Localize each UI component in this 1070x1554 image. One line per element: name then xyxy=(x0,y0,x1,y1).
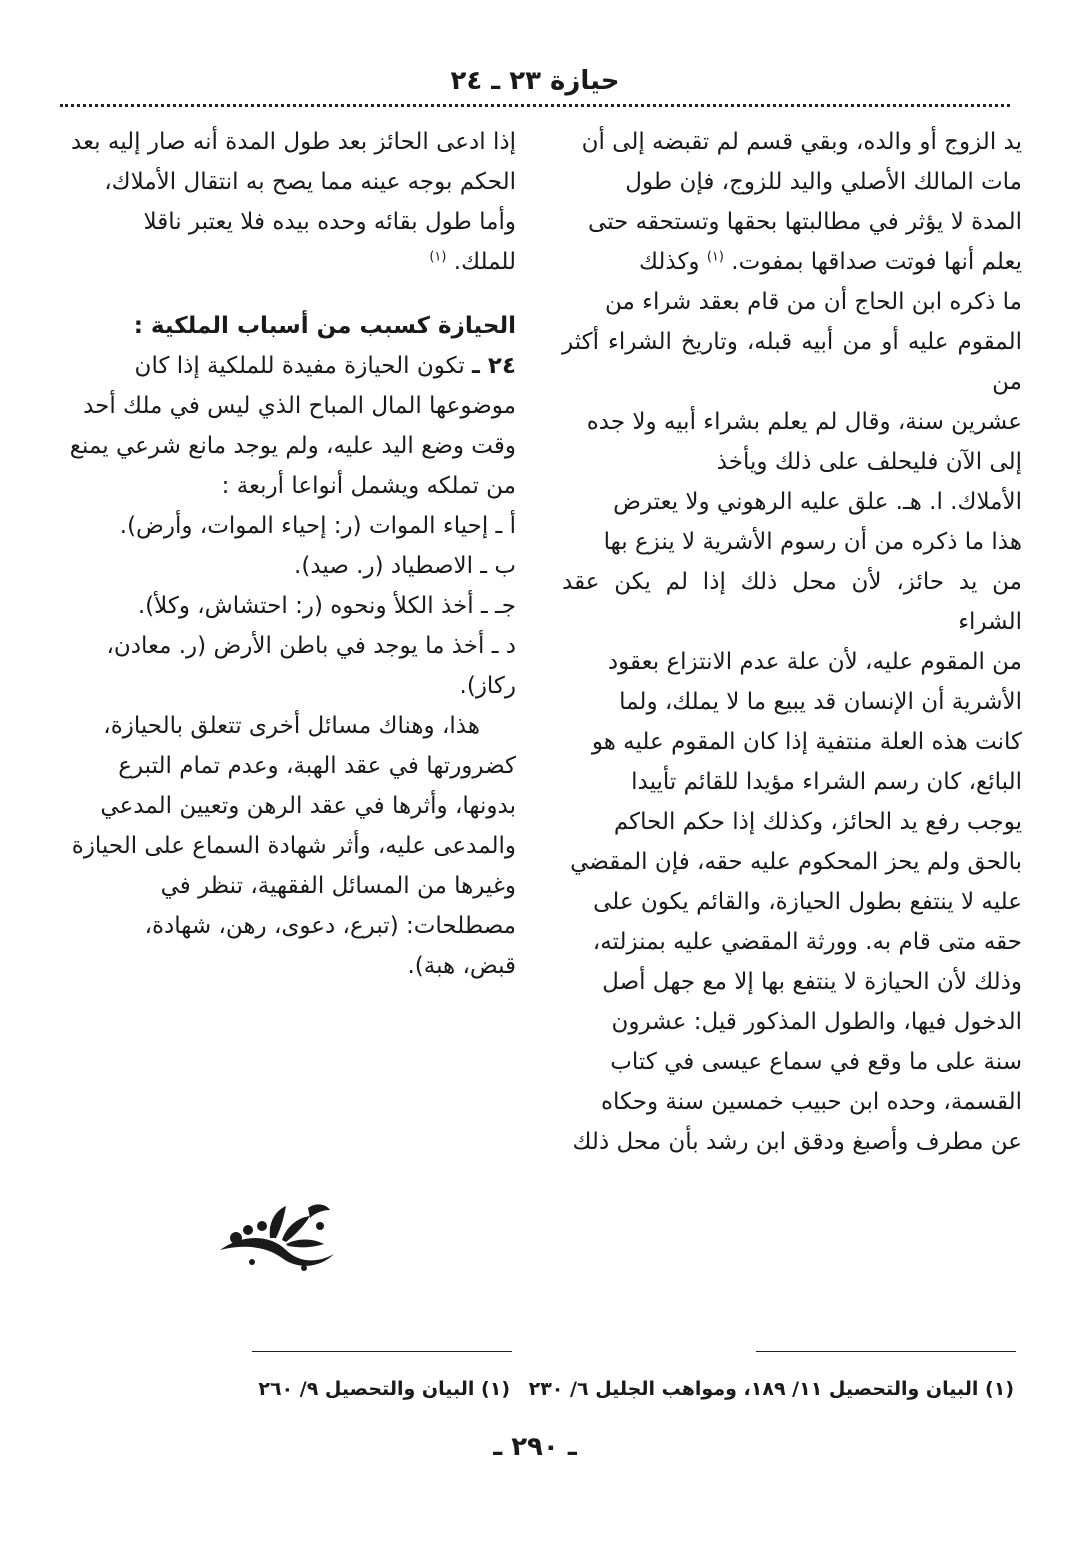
text-line: سنة على ما وقع في سماع عيسى في كتاب xyxy=(610,1049,1022,1075)
text-line xyxy=(562,242,1022,282)
text-segment: تكون الحيازة مفيدة للملكية إذا كان xyxy=(134,353,465,379)
text-line: وأما طول بقائه وحده بيده فلا يعتبر ناقلا xyxy=(143,209,516,235)
header-dotted-rule xyxy=(60,104,1010,107)
text-segment: يعلم أنها فوتت صداقها بمفوت. xyxy=(731,249,1022,275)
text-line: المدة لا يؤثر في مطالبتها بحقها وتستحقه حتى xyxy=(588,209,1022,235)
text-line: مصطلحات: (تبرع، دعوى، رهن، شهادة، xyxy=(144,913,516,939)
list-item: د ـ أخذ ما يوجد في باطن الأرض (ر. معادن، xyxy=(106,633,516,659)
running-header: حيازة ٢٣ ـ ٢٤ xyxy=(450,66,620,96)
text-line: الأشرية أن الإنسان قد يبيع ما لا يملك، ولما xyxy=(619,689,1022,715)
text-line: من المقوم عليه، لأن علة عدم الانتزاع بعقود xyxy=(607,649,1022,675)
text-line: كضرورتها في عقد الهبة، وعدم تمام التبرع xyxy=(118,753,516,779)
footnote-right: (١) البيان والتحصيل ١١/ ١٨٩، ومواهب الجليل ٦/ ٢٣٠ xyxy=(528,1378,1014,1400)
text-line: القسمة، وحده ابن حبيب خمسين سنة وحكاه xyxy=(600,1089,1022,1115)
text-line: هذا، وهناك مسائل أخرى تتعلق بالحيازة، xyxy=(103,713,480,739)
right-column xyxy=(562,122,1022,1162)
footnote-rule-left xyxy=(252,1351,512,1352)
footnote-marker: (١) xyxy=(706,249,724,265)
text-line xyxy=(56,242,516,282)
text-segment: للملك. xyxy=(453,249,516,275)
text-line: قبض، هبة). xyxy=(407,953,516,979)
text-line: وقت وضع اليد عليه، ولم يوجد مانع شرعي يمنع xyxy=(69,433,516,459)
text-line: يد الزوج أو والده، وبقي قسم لم تقبضه إلى أن xyxy=(581,129,1022,155)
text-line: موضوعها المال المباح الذي ليس في ملك أحد xyxy=(83,393,516,419)
section-number: ٢٤ ـ xyxy=(472,353,516,379)
text-line: مات المالك الأصلي واليد للزوج، فإن طول xyxy=(625,169,1022,195)
paragraph-gap xyxy=(56,282,516,306)
list-item: ركاز). xyxy=(459,673,516,699)
text-line: وذلك لأن الحيازة لا ينتفع بها إلا مع جهل أصل xyxy=(602,969,1022,995)
text-line: بدونها، وأثرها في عقد الرهن وتعيين المدعي xyxy=(100,793,516,819)
footnote-rule-right xyxy=(756,1351,1016,1352)
text-line: إذا ادعى الحائز بعد طول المدة أنه صار إليه بعد xyxy=(71,129,516,155)
text-line: حقه متى قام به. وورثة المقضي عليه بمنزلته، xyxy=(592,929,1022,955)
text-line: عشرين سنة، وقال لم يعلم بشراء أبيه ولا جده xyxy=(586,409,1022,435)
text-line: ما ذكره ابن الحاج أن من قام بعقد شراء من xyxy=(604,289,1022,315)
floral-ornament-icon xyxy=(212,1198,342,1276)
text-line: البائع، كان رسم الشراء مؤيدا للقائم تأييدا xyxy=(631,769,1022,795)
text-line: الدخول فيها، والطول المذكور قيل: عشرون xyxy=(611,1009,1022,1035)
text-line: الحكم بوجه عينه مما يصح به انتقال الأملاك، xyxy=(104,169,516,195)
list-item: جـ ـ أخذ الكلأ ونحوه (ر: احتشاش، وكلأ). xyxy=(137,593,516,619)
text-line: والمدعى عليه، وأثر شهادة السماع على الحيازة xyxy=(71,833,516,859)
text-line: هذا ما ذكره من أن رسوم الأشرية لا ينزع بها xyxy=(603,529,1022,555)
text-segment: وكذلك xyxy=(639,249,700,275)
page-number: ـ ٢٩٠ ـ xyxy=(493,1432,577,1462)
list-item: ب ـ الاصطياد (ر. صيد). xyxy=(294,553,516,579)
footnote-marker: (١) xyxy=(429,249,447,265)
left-column xyxy=(56,122,516,986)
text-line xyxy=(56,346,516,386)
text-line: كانت هذه العلة منتفية إذا كان المقوم عليه هو xyxy=(591,729,1022,755)
footnote-left: (١) البيان والتحصيل ٩/ ٢٦٠ xyxy=(258,1378,510,1400)
text-line: من يد حائز، لأن محل ذلك إذا لم يكن عقد الشراء xyxy=(562,569,1022,635)
text-line: المقوم عليه أو من أبيه قبله، وتاريخ الشراء أكثر من xyxy=(562,329,1022,395)
section-heading: الحيازة كسبب من أسباب الملكية : xyxy=(133,313,516,339)
text-line: الأملاك. ا. هـ. علق عليه الرهوني ولا يعترض xyxy=(613,489,1022,515)
text-line: بالحق ولم يحز المحكوم عليه حقه، فإن المقضي xyxy=(570,849,1022,875)
text-line: عليه لا ينتفع بطول الحيازة، والقائم يكون على xyxy=(593,889,1022,915)
text-line: من تملكه ويشمل أنواعا أربعة : xyxy=(221,473,516,499)
text-line: عن مطرف وأصبغ ودقق ابن رشد بأن محل ذلك xyxy=(572,1129,1022,1155)
list-item: أ ـ إحياء الموات (ر: إحياء الموات، وأرض). xyxy=(119,513,516,539)
text-line: إلى الآن فليحلف على ذلك ويأخذ xyxy=(716,449,1022,475)
text-line: يوجب رفع يد الحائز، وكذلك إذا حكم الحاكم xyxy=(613,809,1022,835)
text-line: وغيرها من المسائل الفقهية، تنظر في xyxy=(160,873,516,899)
